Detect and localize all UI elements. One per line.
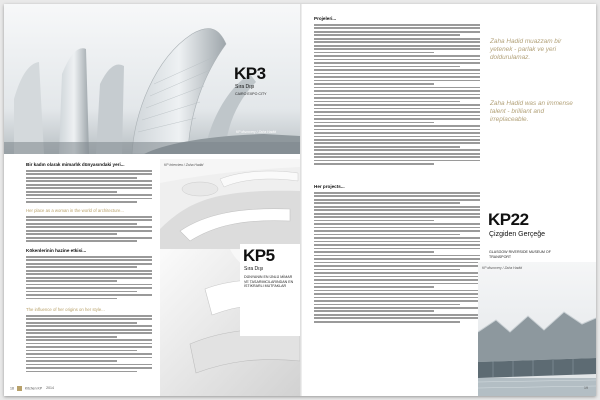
body-text-tr-projects bbox=[314, 24, 480, 167]
kitchen-interior-illustration bbox=[160, 159, 300, 249]
caption-bottom: KP discovery / Zaha Hadid bbox=[482, 266, 523, 270]
kp-logo-small bbox=[17, 386, 22, 391]
body-text-en-projects bbox=[314, 192, 480, 324]
kp22-code: KP22 bbox=[488, 210, 529, 229]
body-text-tr-1 bbox=[26, 170, 152, 205]
caption-top: KP discovery / Zaha Hadid bbox=[236, 130, 277, 134]
pull-quote-en: Zaha Hadid was an immense talent - brilliant and irreplaceable. bbox=[490, 100, 573, 123]
footer-year: 2014 bbox=[46, 386, 54, 391]
body-text-tr-2 bbox=[26, 256, 152, 301]
heading-en-projects: Her projects... bbox=[314, 184, 345, 189]
kp3-label bbox=[234, 64, 288, 116]
kp3-code: KP3 bbox=[234, 64, 266, 83]
body-text-en-2 bbox=[26, 315, 152, 374]
heading-en-origins: The influence of her origins on her style... bbox=[26, 307, 105, 312]
magazine-spread bbox=[4, 4, 596, 396]
footer-magazine: Kitchen KP bbox=[24, 386, 43, 391]
kp3-title: Sıra Dışı bbox=[235, 84, 255, 90]
heading-tr-origins: Kökenlerinin hazine etkisi... bbox=[26, 248, 87, 253]
riverside-museum-photo bbox=[478, 262, 596, 396]
kitchen-interior-photo bbox=[160, 159, 300, 249]
kp5-desc: DÜNYANIN EN ÜNLÜ MİMAR VE TASARIMCILARINDAN EN İSTİKRARLI MUTFAKLAR bbox=[244, 275, 294, 289]
heading-tr-projects: Projeleri... bbox=[314, 16, 337, 21]
caption-mid: KP Interview / Zaha Hadid bbox=[164, 163, 204, 167]
pull-quote-tr: Zaha Hadid muazzam bir yetenek - parlak ve yeri doldurulamaz. bbox=[490, 38, 562, 61]
page-gutter bbox=[300, 4, 302, 396]
kp3-desc: CAIRO EXPO CITY bbox=[235, 92, 267, 96]
kp5-code: KP5 bbox=[243, 246, 275, 265]
kp22-title: Çizgiden Gerçeğe bbox=[489, 231, 546, 238]
heading-tr-woman: Bir kadın olarak mimarlık dünyasındaki yeri... bbox=[26, 162, 125, 167]
left-page-number: 18 bbox=[10, 386, 14, 391]
heading-en-woman: Her place as a woman in the world of architecture... bbox=[26, 208, 124, 213]
kp5-title: Sıra Dışı bbox=[244, 266, 264, 272]
right-footer-page-number: 19 bbox=[584, 386, 588, 390]
kp22-desc: GLASGOW RIVERSIDE MUSEUM OF TRANSPORT bbox=[489, 250, 551, 259]
riverside-museum-illustration bbox=[478, 262, 596, 396]
left-footer bbox=[10, 386, 54, 391]
body-text-en-1 bbox=[26, 216, 152, 244]
kp5-label bbox=[240, 244, 300, 336]
